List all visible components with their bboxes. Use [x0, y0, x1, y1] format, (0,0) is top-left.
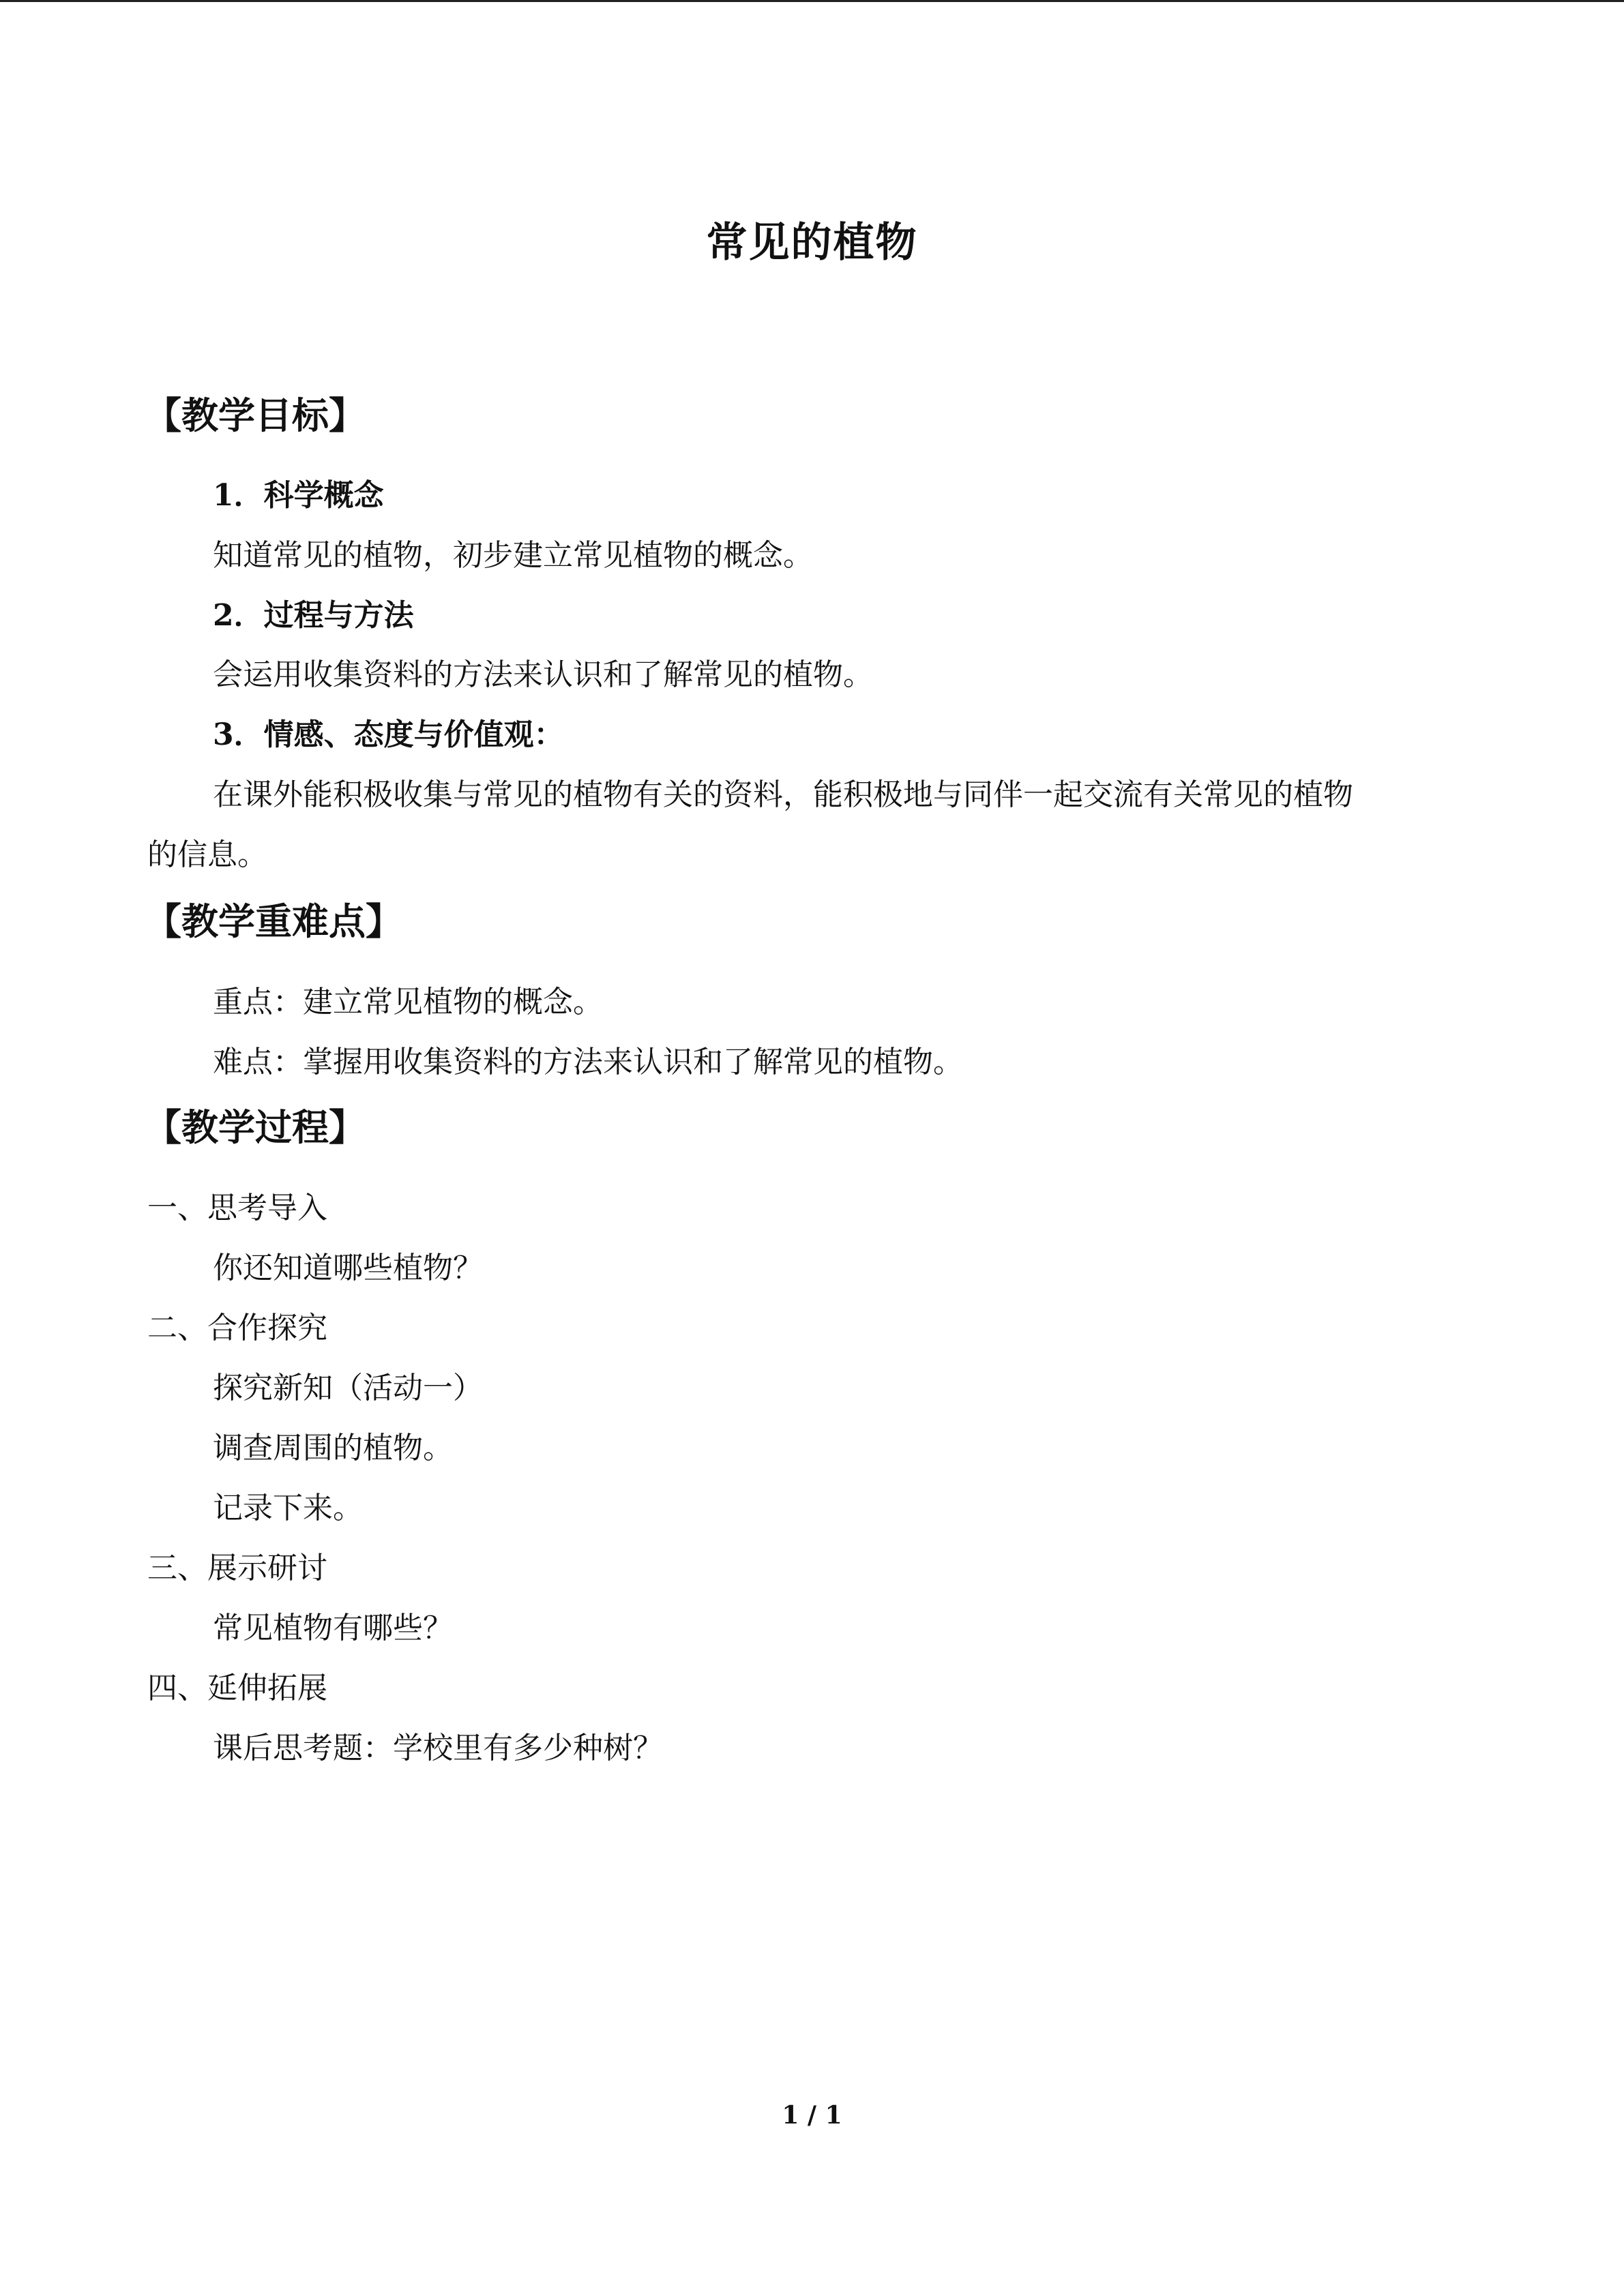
objective-subheading-attitude-values: 3．情感、态度与价值观： [213, 717, 564, 752]
objective-subheading-science-concept: 1．科学概念 [213, 478, 384, 513]
objective-subheading-process-method: 2．过程与方法 [213, 598, 414, 633]
objective-text: 会运用收集资料的方法来认识和了解常见的植物。 [213, 657, 873, 692]
section-heading-key-points: 【教学重难点】 [145, 899, 402, 943]
page-title: 常见的植物 [706, 219, 918, 267]
process-step-heading: 三、展示研讨 [147, 1551, 327, 1585]
difficult-point-text: 难点：掌握用收集资料的方法来认识和了解常见的植物。 [213, 1045, 963, 1079]
key-point-text: 重点：建立常见植物的概念。 [213, 985, 603, 1019]
process-step-heading: 四、延伸拓展 [147, 1671, 327, 1705]
section-heading-process: 【教学过程】 [145, 1105, 366, 1149]
process-step-text: 课后思考题：学校里有多少种树？ [213, 1731, 663, 1765]
process-step-text: 常见植物有哪些？ [213, 1611, 453, 1645]
page-number: 1 / 1 [782, 2101, 842, 2130]
process-step-text: 记录下来。 [213, 1491, 363, 1525]
objective-text: 知道常见的植物，初步建立常见植物的概念。 [213, 538, 813, 573]
process-step-text: 你还知道哪些植物？ [213, 1251, 483, 1285]
section-heading-objectives: 【教学目标】 [145, 393, 366, 437]
process-step-text: 探究新知（活动一） [213, 1371, 483, 1405]
objective-text: 在课外能积极收集与常见的植物有关的资料，能积极地与同伴一起交流有关常见的植物 [213, 777, 1353, 812]
process-step-heading: 二、合作探究 [147, 1311, 327, 1345]
objective-text-continued: 的信息。 [147, 837, 267, 872]
process-step-text: 调查周围的植物。 [213, 1431, 453, 1465]
process-step-heading: 一、思考导入 [147, 1191, 327, 1225]
